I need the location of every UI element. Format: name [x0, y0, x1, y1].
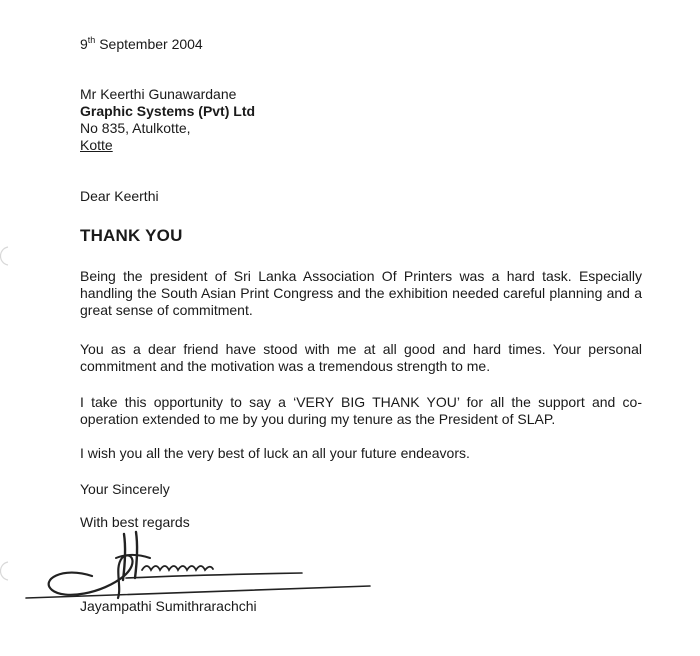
signer-name: Jayampathi Sumithrarachchi [80, 598, 257, 614]
date-day: 9 [80, 36, 88, 52]
paragraph-1: Being the president of Sri Lanka Association Of Printers was a hard task. Especially handling the South Asian Print Congress and the exhibition needed careful planning and a great sense of commitment. [80, 268, 642, 318]
letter-date [80, 36, 203, 53]
punch-hole-mark [0, 245, 10, 267]
paragraph-4: I wish you all the very best of luck an all your future endeavors. [80, 445, 470, 461]
punch-hole-mark [0, 560, 10, 582]
date-month-year: September 2004 [99, 36, 203, 52]
recipient-street: No 835, Atulkotte, [80, 120, 191, 136]
recipient-name: Mr Keerthi Gunawardane [80, 86, 237, 102]
regards: With best regards [80, 514, 190, 530]
paragraph-3: I take this opportunity to say a ‘VERY BIG THANK YOU’ for all the support and co-operation extended to me by you during my tenure as the President of SLAP. [80, 394, 642, 427]
paragraph-2: You as a dear friend have stood with me at all good and hard times. Your personal commitment and the motivation was a tremendous strength to me. [80, 341, 642, 374]
closing: Your Sincerely [80, 481, 170, 497]
letter-heading: THANK YOU [80, 226, 183, 245]
salutation: Dear Keerthi [80, 188, 159, 204]
recipient-city: Kotte [80, 137, 113, 153]
date-suffix: th [87, 35, 96, 45]
handwritten-signature [22, 528, 382, 608]
recipient-company: Graphic Systems (Pvt) Ltd [80, 103, 256, 119]
